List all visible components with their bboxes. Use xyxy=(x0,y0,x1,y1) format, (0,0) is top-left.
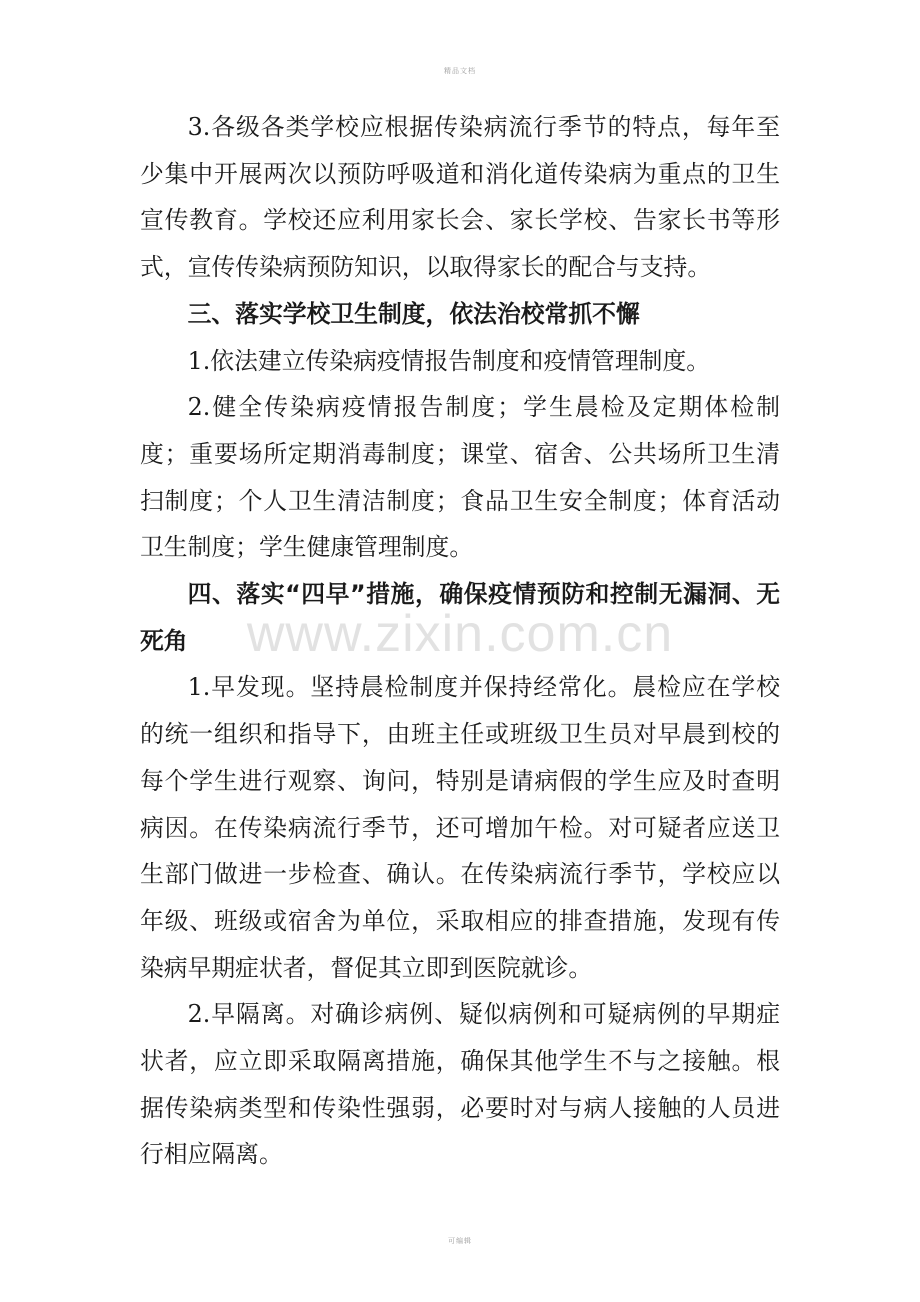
paragraph-reporting-system: 1.依法建立传染病疫情报告制度和疫情管理制度。 xyxy=(187,346,711,375)
paragraph-school-health-education: 3.各级各类学校应根据传染病流行季节的特点，每年至少集中开展两次以预防呼吸道和消化道传染病为重点的卫生宣传教育。学校还应利用家长会、家长学校、告家长书等形式，宣传传染病预防知识，以取得家长的配合与支持。 xyxy=(140,113,780,282)
section-heading-3: 三、落实学校卫生制度，依法治校常抓不懈 xyxy=(187,299,640,328)
document-body xyxy=(140,104,780,1178)
watermark-text: www.zixin.com.cn xyxy=(246,605,674,663)
paragraph-early-detection: 1.早发现。坚持晨检制度并保持经常化。晨检应在学校的统一组织和指导下，由班主任或班级卫生员对早晨到校的每个学生进行观察、询问，特别是请病假的学生应及时查明病因。在传染病流行季节，还可增加午检。对可疑者应送卫生部门做进一步检查、确认。在传染病流行季节，学校应以年级、班级或宿舍为单位，采取相应的排查措施，发现有传染病早期症状者，督促其立即到医院就诊。 xyxy=(140,673,780,982)
paragraph-health-regulations: 2.健全传染病疫情报告制度；学生晨检及定期体检制度；重要场所定期消毒制度；课堂、宿舍、公共场所卫生清扫制度；个人卫生清洁制度；食品卫生安全制度；体育活动卫生制度；学生健康管理制度。 xyxy=(140,393,780,562)
page-footer-note: 可编辑 xyxy=(448,1237,472,1245)
paragraph-early-isolation: 2.早隔离。对确诊病例、疑似病例和可疑病例的早期症状者，应立即采取隔离措施，确保其他学生不与之接触。根据传染病类型和传染性强弱，必要时对与病人接触的人员进行相应隔离。 xyxy=(140,1000,780,1169)
section-heading-4: 四、落实“四早”措施，确保疫情预防和控制无漏洞、无死角 xyxy=(140,580,780,655)
page-header-note: 精品文档 xyxy=(444,67,476,75)
